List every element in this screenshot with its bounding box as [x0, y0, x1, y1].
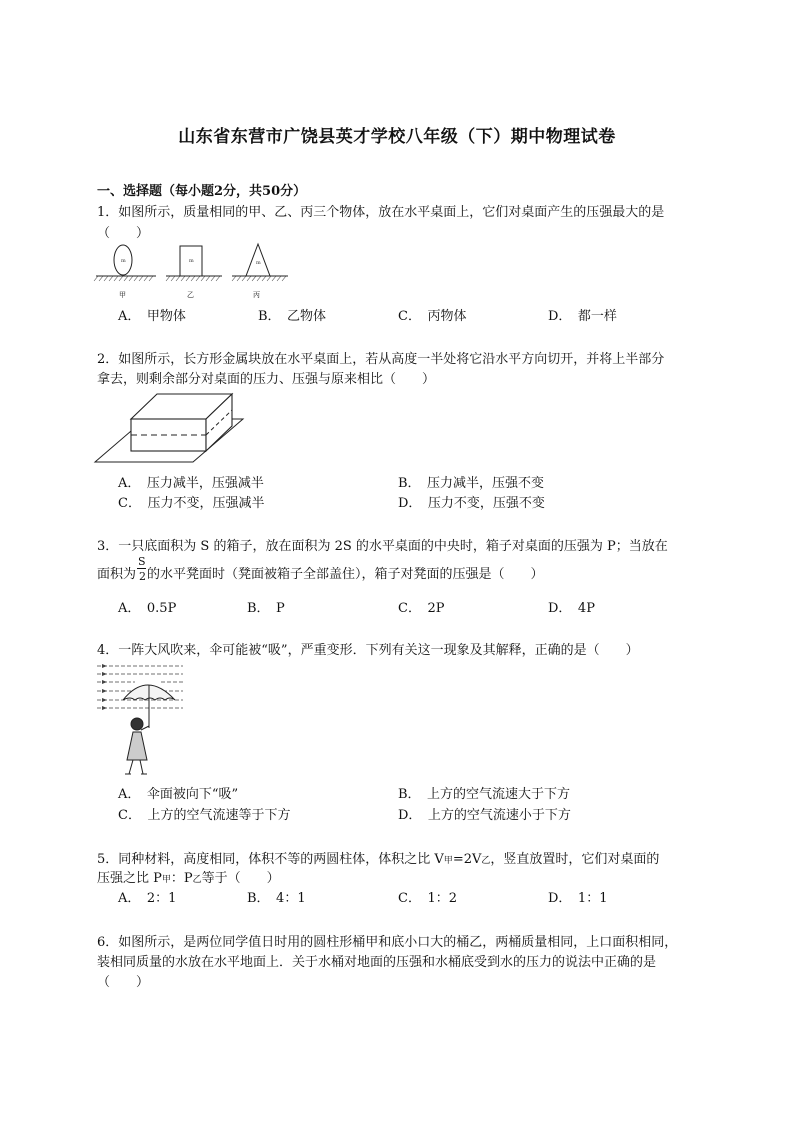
q5-stem-line2 [97, 867, 280, 886]
q5-option-a[interactable]: A． 2：1 [118, 891, 177, 906]
q2-stem-line2: 拿去，则剩余部分对桌面的压力、压强与原来相比（ ） [97, 372, 436, 387]
q4-option-a[interactable]: A． 伞面被向下“吸” [118, 787, 239, 802]
q3-fraction-bar [137, 568, 146, 569]
q3-stem-line2-end: 的水平凳面时（凳面被箱子全部盖住），箱子对凳面的压强是（ ） [147, 567, 544, 582]
svg-text:m: m [256, 260, 261, 266]
q1-label-yi: 乙 [187, 291, 194, 299]
section-heading: 一、选择题（每小题2分，共50分） [97, 184, 307, 199]
q6-stem-line3: （ ） [97, 975, 150, 990]
q1-option-a[interactable]: A． 甲物体 [118, 309, 186, 324]
q2-stem-line1: 2．如图所示，长方形金属块放在水平桌面上，若从高度一半处将它沿水平方向切开，并将上半部分 [97, 352, 665, 367]
q6-stem-line2: 装相同质量的水放在水平地面上．关于水桶对地面的压强和水桶底受到水的压力的说法中正确的是 [97, 955, 657, 970]
q5-sub-jia: 甲 [443, 856, 453, 866]
q3-stem-line1: 3．一只底面积为 S 的箱子，放在面积为 2S 的水平桌面的中央时，箱子对桌面的压强为 P；当放在 [97, 539, 668, 554]
q3-fraction-numerator: S [138, 555, 146, 568]
q4-girl [125, 718, 149, 774]
q5-sub-jia-2: 甲 [161, 875, 171, 885]
q4-figure [95, 660, 190, 780]
q3-stem-line2-start: 面积为 [97, 567, 137, 582]
q5-text-d: 压强之比 P [97, 871, 162, 886]
q1-stem-line2: （ ） [97, 226, 150, 241]
q2-option-c[interactable]: C． 压力不变，压强减半 [118, 496, 265, 511]
svg-text:m: m [189, 258, 194, 264]
q1-label-jia: 甲 [119, 291, 126, 299]
svg-text:m: m [121, 258, 126, 264]
q5-text-f: 等于（ ） [201, 871, 280, 886]
q4-option-b[interactable]: B． 上方的空气流速大于下方 [398, 787, 571, 802]
q5-text-c: ，竖直放置时，它们对桌面的 [490, 852, 660, 867]
q4-option-d[interactable]: D． 上方的空气流速小于下方 [398, 808, 571, 823]
q1-option-b[interactable]: B． 乙物体 [258, 309, 327, 324]
q5-option-d[interactable]: D． 1：1 [548, 891, 608, 906]
q2-option-b[interactable]: B． 压力减半，压强不变 [398, 476, 545, 491]
q5-text-a: 5．同种材料，高度相同，体积不等的两圆柱体，体积之比 V [97, 852, 444, 867]
page-title: 山东省东营市广饶县英才学校八年级（下）期中物理试卷 [178, 127, 616, 147]
q4-stem-line1: 4．一阵大风吹来，伞可能被“吸”，严重变形．下列有关这一现象及其解释，正确的是（ ） [97, 643, 639, 658]
q3-option-b[interactable]: B． P [247, 601, 285, 616]
q5-stem-line1 [97, 848, 659, 867]
q5-option-b[interactable]: B． 4：1 [247, 891, 306, 906]
q3-option-a[interactable]: A． 0.5P [118, 601, 177, 616]
q2-option-a[interactable]: A． 压力减半，压强减半 [118, 476, 264, 491]
q3-option-d[interactable]: D． 4P [548, 601, 595, 616]
q2-option-d[interactable]: D． 压力不变，压强不变 [398, 496, 545, 511]
q1-figure [96, 240, 296, 302]
q4-option-c[interactable]: C． 上方的空气流速等于下方 [118, 808, 291, 823]
q1-option-c[interactable]: C． 丙物体 [398, 309, 467, 324]
q5-text-b: =2V [452, 852, 482, 867]
q1-stem-line1: 1．如图所示，质量相同的甲、乙、丙三个物体，放在水平桌面上，它们对桌面产生的压强最大的是 [97, 205, 665, 220]
q5-text-e: ：P [170, 871, 193, 886]
q1-option-d[interactable]: D． 都一样 [548, 309, 617, 324]
q1-label-bing: 丙 [253, 291, 260, 299]
q2-figure [95, 392, 245, 464]
q5-sub-yi: 乙 [481, 856, 491, 866]
q3-fraction-denominator: 2 [139, 570, 146, 583]
q6-stem-line1: 6．如图所示，是两位同学值日时用的圆柱形桶甲和底小口大的桶乙，两桶质量相同，上口面积相同， [97, 935, 678, 950]
q3-option-c[interactable]: C． 2P [398, 601, 445, 616]
q5-option-c[interactable]: C． 1：2 [398, 891, 457, 906]
q5-sub-yi-2: 乙 [192, 875, 202, 885]
